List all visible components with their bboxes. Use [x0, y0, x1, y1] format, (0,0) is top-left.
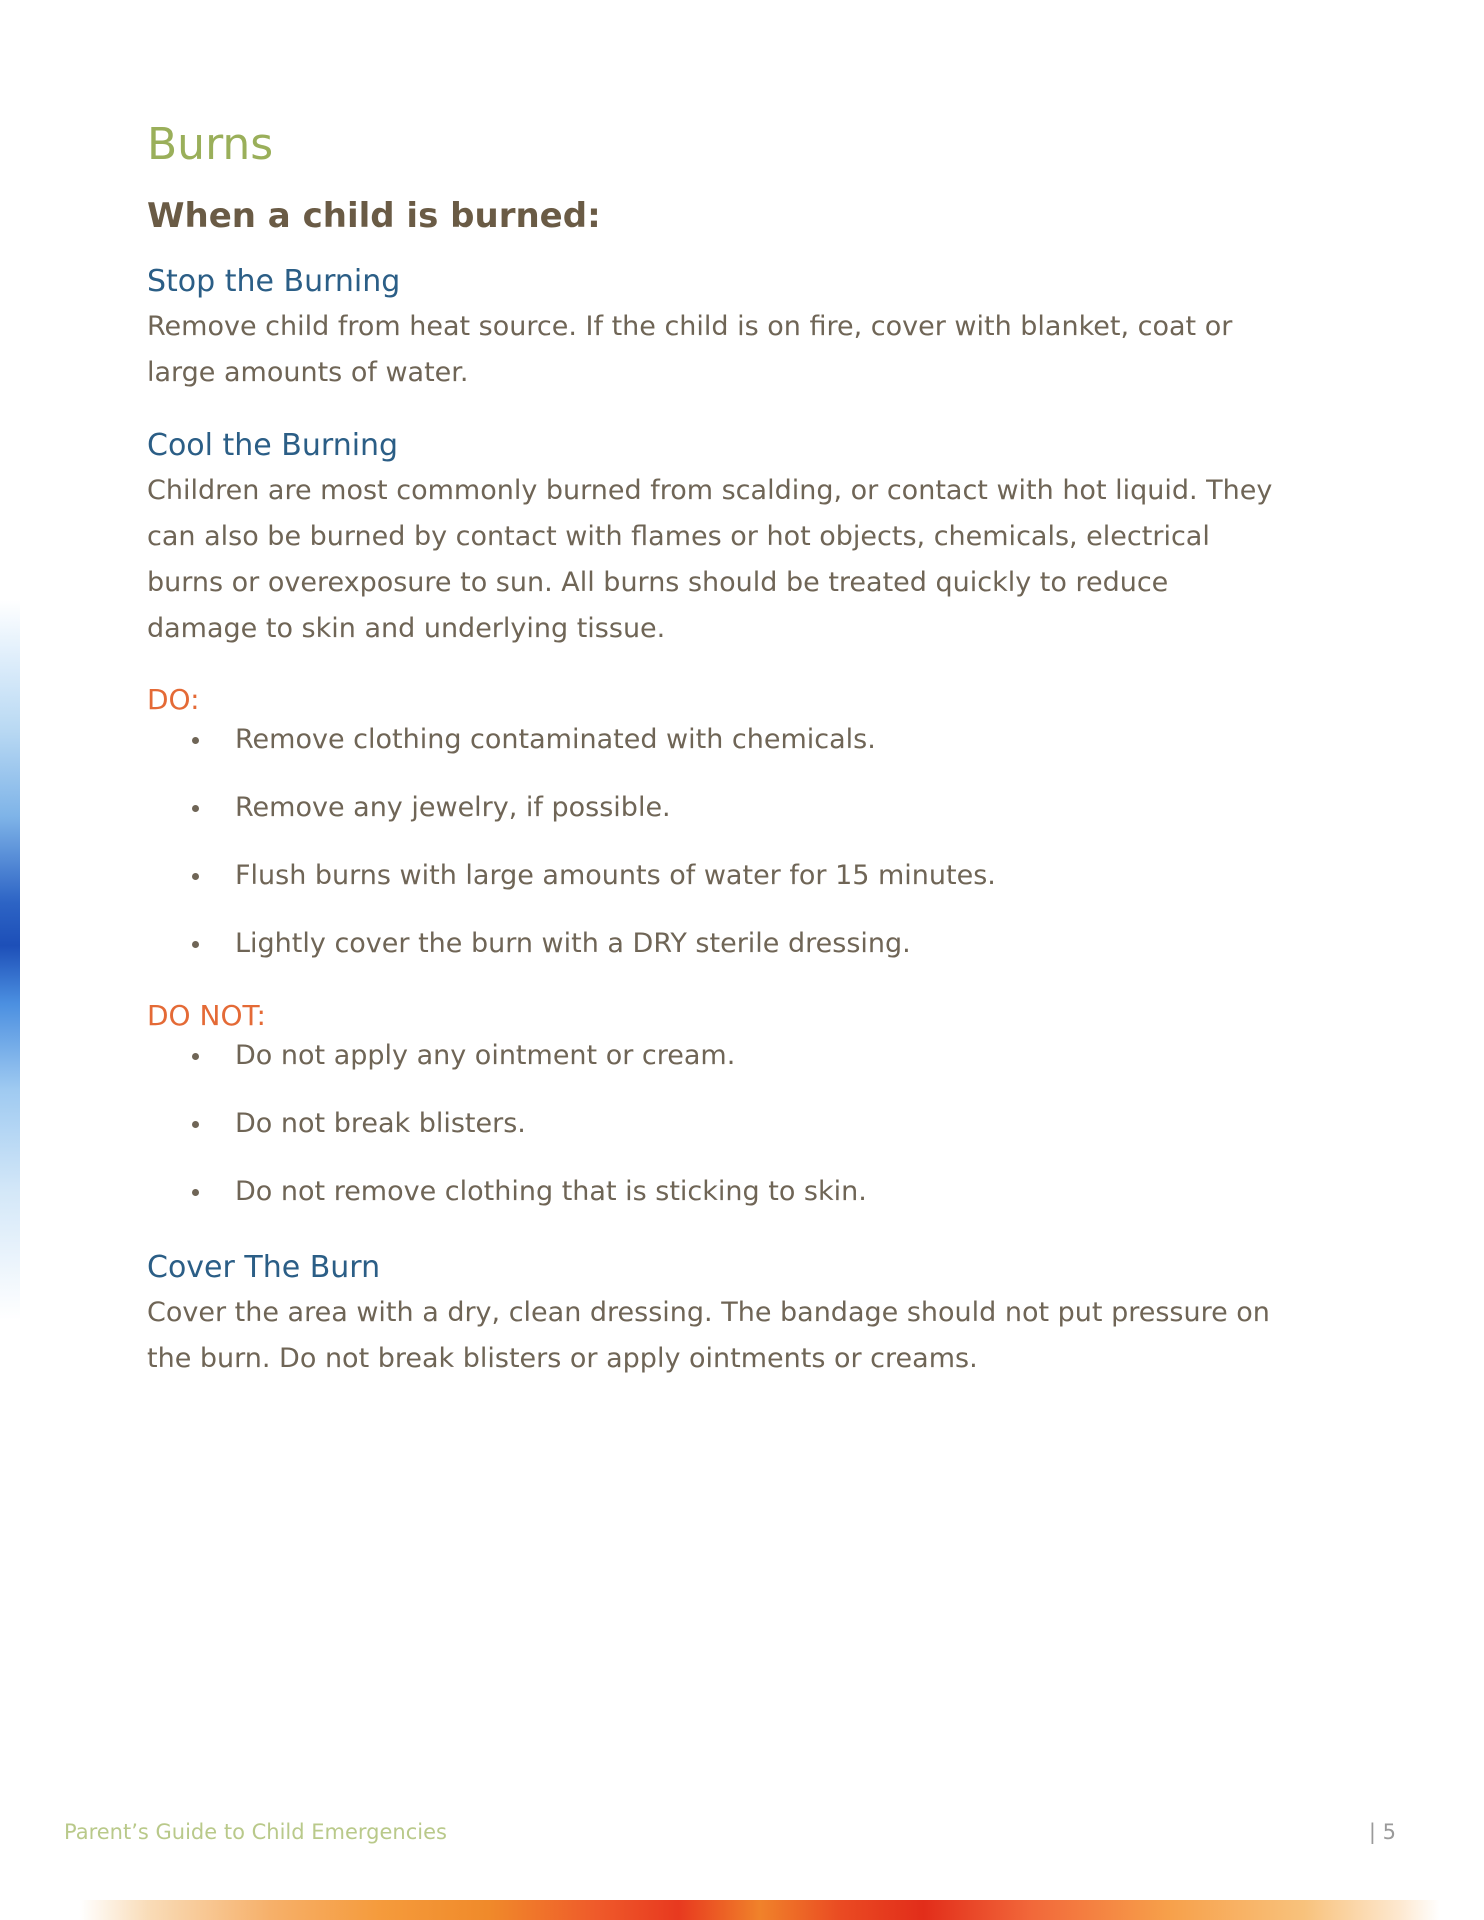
do-label: DO: [147, 683, 200, 716]
list-item [147, 858, 1347, 894]
bullet-icon [192, 1189, 199, 1196]
section-cover-the-burn [147, 1246, 1347, 1382]
section-text: Cover the area with a dry, clean dressing. The bandage should not put pressure on the burn. Do not break blisters or apply ointments or creams. [147, 1297, 1270, 1374]
page-content [147, 110, 1347, 1382]
list-item-text: Remove clothing contaminated with chemicals. [235, 724, 876, 755]
list-item-text: Lightly cover the burn with a DRY sterile dressing. [235, 928, 911, 959]
list-item-text: Flush burns with large amounts of water for 15 minutes. [235, 860, 996, 891]
list-item [147, 1038, 1347, 1074]
bullet-icon [192, 1121, 199, 1128]
list-item [147, 1106, 1347, 1142]
section-cool-the-burning [147, 424, 1347, 652]
list-item-text: Do not apply any ointment or cream. [235, 1040, 736, 1071]
list-item-text: Remove any jewelry, if possible. [235, 792, 671, 823]
list-item-text: Do not remove clothing that is sticking to skin. [235, 1176, 867, 1207]
do-list [147, 722, 1347, 962]
page-title: Burns [147, 119, 274, 170]
section-heading: Stop the Burning [147, 264, 401, 299]
section-stop-the-burning [147, 260, 1347, 396]
bottom-decorative-bar [80, 1900, 1440, 1920]
list-item [147, 790, 1347, 826]
list-item [147, 722, 1347, 758]
list-item [147, 926, 1347, 962]
section-heading: Cool the Burning [147, 428, 399, 463]
bullet-icon [192, 805, 199, 812]
section-heading: Cover The Burn [147, 1250, 381, 1285]
left-decorative-strip [0, 600, 20, 1320]
footer-publication-title: Parent’s Guide to Child Emergencies [64, 1820, 447, 1844]
list-item-text: Do not break blisters. [235, 1108, 526, 1139]
do-not-list [147, 1038, 1347, 1210]
footer-page-number: | 5 [1368, 1820, 1396, 1844]
section-text: Children are most commonly burned from scalding, or contact with hot liquid. They can also be burned by contact with flames or hot objects, chemicals, electrical burns or overexposure to sun. All burns should be treated quickly to reduce damage to skin and underlying tissue. [147, 475, 1273, 644]
page-subtitle: When a child is burned: [147, 196, 601, 236]
list-item [147, 1174, 1347, 1210]
do-not-label: DO NOT: [147, 999, 266, 1032]
bullet-icon [192, 737, 199, 744]
bullet-icon [192, 1053, 199, 1060]
bullet-icon [192, 941, 199, 948]
bullet-icon [192, 873, 199, 880]
section-text: Remove child from heat source. If the child is on fire, cover with blanket, coat or large amounts of water. [147, 311, 1233, 388]
